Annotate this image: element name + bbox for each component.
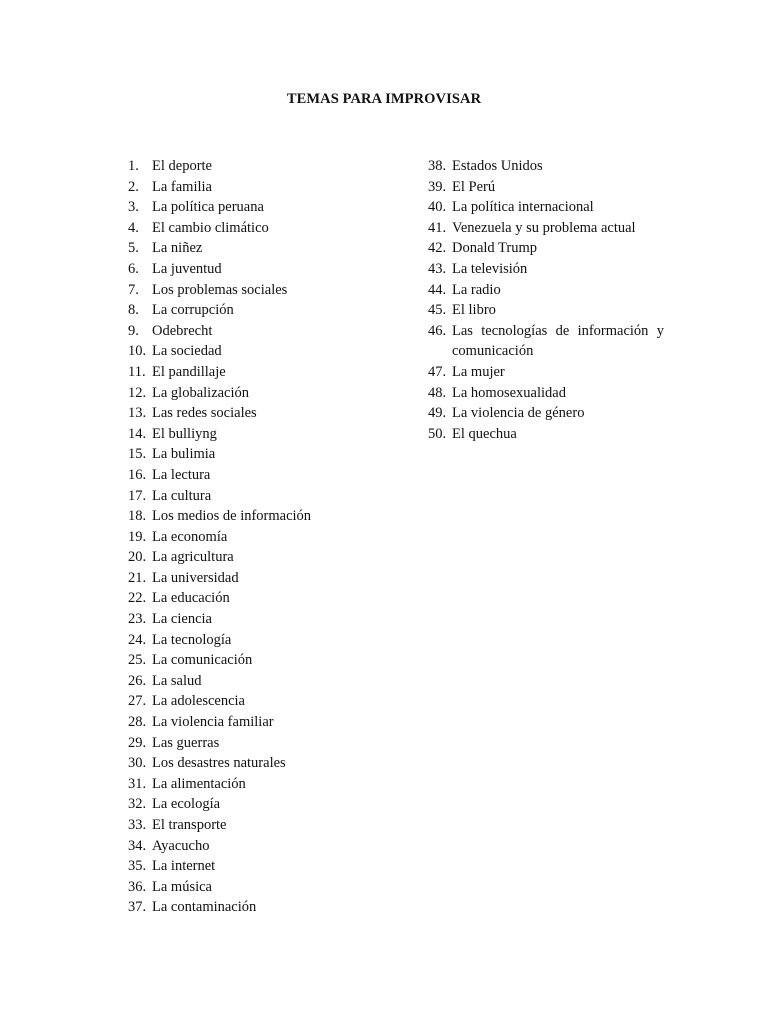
list-item-number: 38. [428, 158, 447, 174]
list-item-number: 21. [128, 569, 147, 586]
list-item-text: La educación [152, 590, 230, 607]
list-item [128, 259, 378, 280]
list-item-number: 50. [428, 425, 447, 442]
list-item [428, 403, 664, 424]
list-item [128, 238, 378, 259]
list-item-number: 23. [128, 611, 147, 628]
list-item-number: 40. [428, 199, 447, 216]
list-item-text: La mujer [452, 363, 505, 380]
page-title: TEMAS PARA IMPROVISAR [286, 91, 482, 107]
list-item [428, 362, 664, 383]
list-item [428, 383, 664, 404]
list-item-number: 36. [128, 878, 147, 895]
list-item [128, 486, 378, 507]
list-item-number: 19. [128, 528, 147, 545]
list-item-text: La política internacional [452, 199, 594, 216]
list-item-number: 7. [128, 281, 139, 298]
list-item-text: La comunicación [152, 652, 253, 669]
list-item [128, 465, 378, 486]
list-item-number: 10. [128, 343, 147, 360]
list-item-text: La bulimia [152, 446, 216, 463]
list-item-number: 8. [128, 302, 139, 319]
list-item-number: 44. [428, 281, 447, 298]
list-item [128, 568, 378, 589]
list-item-text: El deporte [152, 158, 212, 174]
list-item [128, 897, 378, 918]
list-item-number: 17. [128, 487, 147, 504]
list-item-number: 39. [428, 178, 447, 195]
list-item-number: 12. [128, 384, 147, 401]
list-item [128, 794, 378, 815]
list-item-number: 32. [128, 796, 147, 813]
list-item-text: El transporte [152, 817, 227, 833]
list-item-text: La ciencia [152, 611, 212, 628]
list-item [428, 259, 664, 280]
list-item-text: La globalización [152, 384, 250, 401]
list-item-text: La sociedad [152, 343, 222, 360]
list-item [128, 403, 378, 424]
list-item-text: El quechua [452, 425, 517, 442]
list-item-text: La economía [152, 528, 228, 545]
list-item [428, 156, 664, 177]
list-item-text: La alimentación [152, 775, 246, 792]
list-item-number: 28. [128, 714, 147, 731]
list-item-number: 1. [128, 158, 139, 174]
list-item-number: 20. [128, 549, 147, 566]
list-item-text: La tecnología [152, 631, 232, 648]
list-item-text: El pandillaje [152, 363, 226, 380]
list-item-text: La agricultura [152, 549, 234, 566]
list-item-number: 33. [128, 817, 147, 833]
list-item [128, 280, 378, 301]
list-item [128, 712, 378, 733]
list-item [128, 383, 378, 404]
list-item [428, 280, 664, 301]
list-item [128, 444, 378, 465]
list-item-text: La cultura [152, 487, 212, 504]
list-item-number: 46. [428, 322, 447, 339]
list-item [428, 177, 664, 198]
list-item-text: El cambio climático [152, 219, 269, 236]
list-item [128, 774, 378, 795]
list-item [128, 836, 378, 857]
list-item-text: Odebrecht [152, 322, 213, 339]
list-item-number: 45. [428, 302, 447, 319]
list-item [128, 671, 378, 692]
list-item-number: 4. [128, 219, 139, 236]
list-item-number: 6. [128, 260, 139, 277]
list-item [128, 547, 378, 568]
list-item-text: La radio [452, 281, 501, 298]
list-item-number: 3. [128, 199, 139, 216]
list-item [128, 527, 378, 548]
list-item-text: Venezuela y su problema actual [452, 219, 636, 236]
list-item-number: 9. [128, 322, 139, 339]
list-item [128, 877, 378, 898]
list-item [428, 300, 664, 321]
list-item-text: Los problemas sociales [152, 281, 288, 298]
list-item-text: La salud [152, 672, 202, 689]
list-item-number: 14. [128, 425, 147, 442]
list-item-number: 29. [128, 734, 147, 751]
list-item-text: La televisión [452, 260, 528, 277]
list-item-text: La internet [152, 858, 216, 875]
list-item [128, 856, 378, 877]
list-item [128, 609, 378, 630]
list-item-text: La política peruana [152, 199, 264, 216]
list-item-text: El bulliyng [152, 425, 217, 442]
list-item-text: La ecología [152, 796, 221, 813]
list-item [128, 300, 378, 321]
list-item [128, 506, 378, 527]
list-item-text: La violencia de género [452, 405, 585, 422]
list-item [128, 197, 378, 218]
list-item-number: 47. [428, 363, 447, 380]
list-item-number: 13. [128, 405, 147, 422]
list-item [428, 424, 664, 445]
list-item [128, 341, 378, 362]
list-item [128, 588, 378, 609]
list-item-number: 24. [128, 631, 147, 648]
list-item-number: 11. [128, 363, 146, 380]
list-item-text: El libro [452, 302, 496, 319]
list-item-text: La adolescencia [152, 693, 245, 710]
topics-list-right [428, 156, 664, 444]
list-item-number: 35. [128, 858, 147, 875]
list-item-number: 43. [428, 260, 447, 277]
list-item-text: Los desastres naturales [152, 755, 286, 772]
list-item-text: Las guerras [152, 734, 220, 751]
list-item-number: 31. [128, 775, 147, 792]
list-item [128, 321, 378, 342]
list-item [128, 650, 378, 671]
list-item [128, 177, 378, 198]
list-item-number: 22. [128, 590, 147, 607]
list-item-number: 34. [128, 837, 147, 854]
list-item-text: El Perú [452, 178, 496, 195]
list-item-number: 41. [428, 219, 447, 236]
list-item-number: 49. [428, 405, 447, 422]
list-item [128, 815, 378, 836]
list-item-text: La lectura [152, 466, 211, 483]
list-item-number: 37. [128, 899, 147, 916]
list-item-text: La corrupción [152, 302, 234, 319]
list-item-number: 2. [128, 178, 139, 195]
list-item-number: 42. [428, 240, 447, 257]
list-item [128, 630, 378, 651]
list-item-number: 15. [128, 446, 147, 463]
list-item-text: La juventud [152, 260, 222, 277]
list-item [428, 197, 664, 218]
list-item [128, 218, 378, 239]
list-item-number: 16. [128, 466, 147, 483]
list-item-text: Las tecnologías de información y comunicación [452, 322, 664, 360]
list-item-number: 26. [128, 672, 147, 689]
list-item-text: La universidad [152, 569, 239, 586]
list-item-number: 30. [128, 755, 147, 772]
list-item-text: La homosexualidad [452, 384, 566, 401]
list-item-number: 27. [128, 693, 147, 710]
list-item [428, 321, 664, 362]
list-item-text: La niñez [152, 240, 203, 257]
list-item-text: La música [152, 878, 212, 895]
topics-list-left [128, 156, 378, 918]
list-item-number: 18. [128, 508, 147, 525]
list-item-text: Donald Trump [452, 240, 538, 257]
list-item [128, 733, 378, 754]
list-item-text: Las redes sociales [152, 405, 257, 422]
list-item [128, 753, 378, 774]
list-item-text: Ayacucho [152, 837, 210, 854]
list-item-number: 48. [428, 384, 447, 401]
list-item-text: Los medios de información [152, 508, 312, 525]
list-item-number: 25. [128, 652, 147, 669]
list-item [428, 218, 664, 239]
list-item [128, 156, 378, 177]
list-item [128, 424, 378, 445]
list-item [128, 691, 378, 712]
list-item-number: 5. [128, 240, 139, 257]
list-item-text: La familia [152, 178, 212, 195]
list-item-text: La contaminación [152, 899, 257, 916]
list-item [128, 362, 378, 383]
list-item-text: Estados Unidos [452, 158, 543, 174]
list-item [428, 238, 664, 259]
list-item-text: La violencia familiar [152, 714, 274, 731]
